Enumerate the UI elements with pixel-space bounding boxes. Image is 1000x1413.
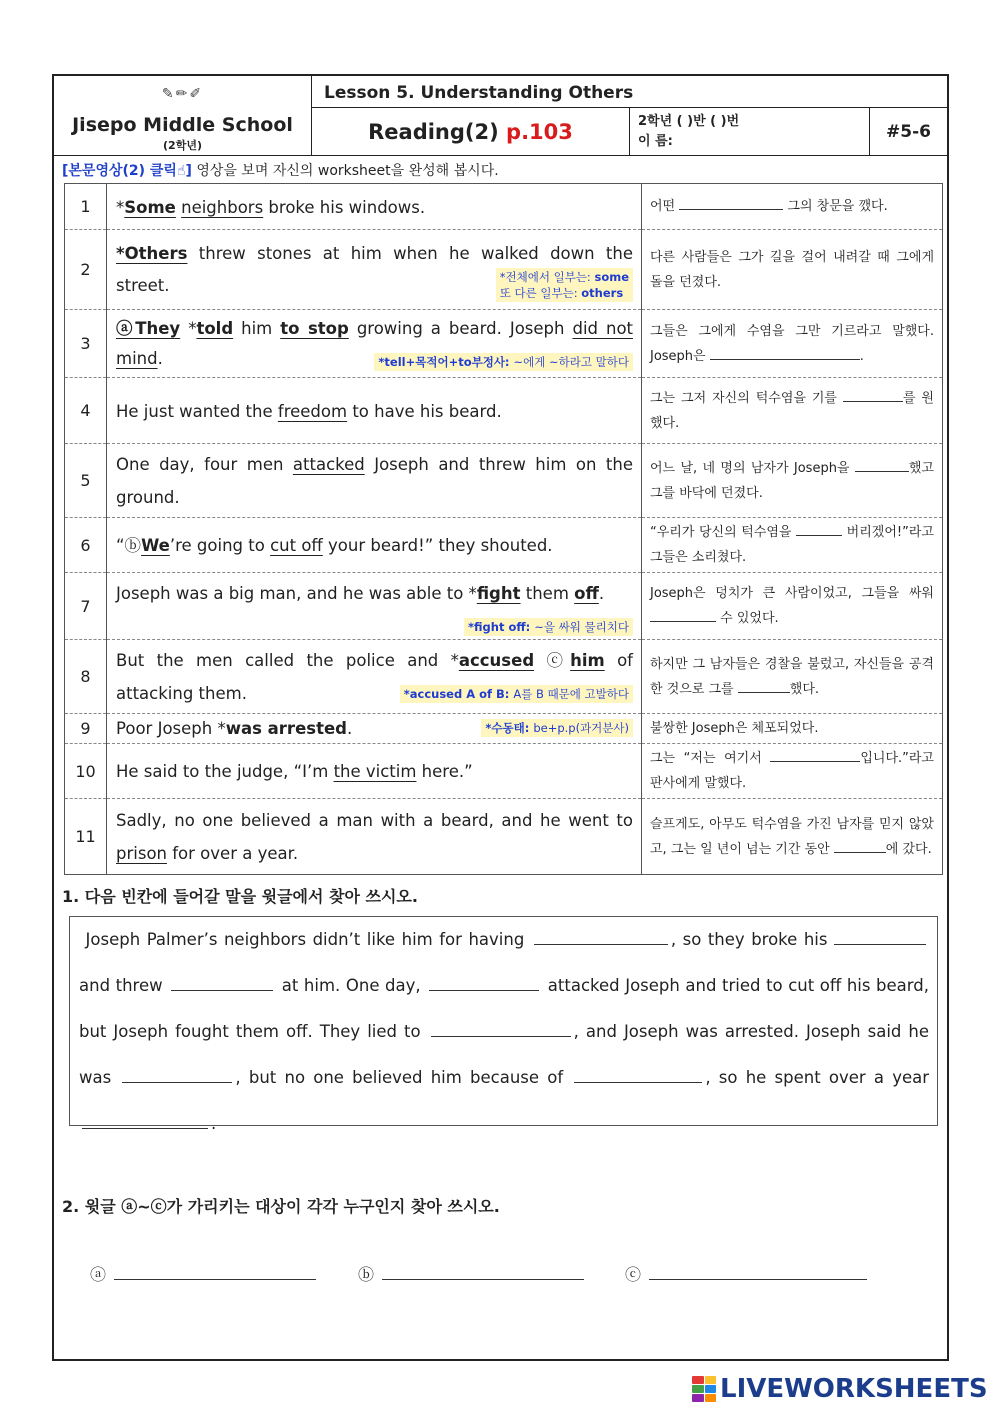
english-sentence: ⓐThey *told him to stop growing a beard. Joseph did not mind. *tell+목적어+to부정사: ~에게 ~하라고 말하다 — [107, 310, 642, 378]
grammar-note: *수동태: be+p.p(과거분사) — [481, 719, 633, 737]
grammar-note: *전체에서 일부는: some 또 다른 일부는: others — [496, 268, 633, 302]
table-row — [65, 799, 943, 875]
answer-a-input[interactable] — [114, 1262, 316, 1280]
blank-input[interactable] — [534, 927, 668, 945]
korean-translation: 슬프게도, 아무도 턱수염을 가진 남자를 믿지 않았고, 그는 일 년이 넘는 기간 동안 에 갔다. — [642, 799, 943, 875]
english-sentence: But the men called the police and *accused ⓒhim of attacking them. *accused A of B: A를 B 때문에 고발하다 — [107, 640, 642, 714]
table-row — [65, 744, 943, 799]
student-info — [630, 108, 870, 156]
row-number: 9 — [65, 714, 107, 744]
answer-c: ⓒ — [625, 1262, 867, 1285]
blank-input[interactable] — [574, 1065, 702, 1083]
row-number: 10 — [65, 744, 107, 799]
school-name: Jisepo Middle School — [72, 114, 293, 136]
grammar-note: *accused A of B: A를 B 때문에 고발하다 — [400, 685, 633, 703]
table-row — [65, 310, 943, 378]
answer-b: ⓑ — [358, 1262, 584, 1285]
blank-input[interactable] — [122, 1065, 232, 1083]
english-sentence: Sadly, no one believed a man with a beard, and he went to prison for over a year. — [107, 799, 642, 875]
blank-input[interactable] — [429, 973, 539, 991]
korean-translation: 그는 그저 자신의 턱수염을 기를 를 원했다. — [642, 378, 943, 444]
name-field: 이 름: — [638, 134, 673, 149]
blank-input[interactable] — [834, 837, 886, 853]
table-row — [65, 230, 943, 310]
answer-c-input[interactable] — [649, 1262, 867, 1280]
table-row — [65, 444, 943, 518]
blank-input[interactable] — [650, 606, 716, 622]
page-number: p.103 — [506, 120, 573, 144]
table-row — [65, 714, 943, 744]
video-link[interactable]: [본문영상(2) 클릭☝] — [62, 163, 192, 179]
row-number: 4 — [65, 378, 107, 444]
row-number: 3 — [65, 310, 107, 378]
blank-input[interactable] — [843, 386, 903, 402]
blank-input[interactable] — [82, 1111, 208, 1129]
logo-text: LIVEWORKSHEETS — [720, 1374, 988, 1404]
blank-input[interactable] — [710, 344, 860, 360]
answer-a: ⓐ — [90, 1262, 316, 1285]
korean-translation: 어느 날, 네 명의 남자가 Joseph을 했고 그를 바닥에 던졌다. — [642, 444, 943, 518]
korean-translation: 하지만 그 남자들은 경찰을 불렀고, 자신들을 공격한 것으로 그를 했다. — [642, 640, 943, 714]
english-sentence: Poor Joseph *was arrested. *수동태: be+p.p(과거분사) — [107, 714, 642, 744]
korean-translation: 다른 사람들은 그가 길을 걸어 내려갈 때 그에게 돌을 던졌다. — [642, 230, 943, 310]
table-row — [65, 518, 943, 573]
korean-translation: Joseph은 덩치가 큰 사람이었고, 그들을 싸워 수 있었다. — [642, 573, 943, 640]
row-number: 8 — [65, 640, 107, 714]
english-sentence: *Others threw stones at him when he walked down the street. *전체에서 일부는: some 또 다른 일부는: others — [107, 230, 642, 310]
english-sentence: *Some neighbors broke his windows. — [107, 184, 642, 230]
summary-box — [69, 916, 938, 1133]
worksheet-code: #5-6 — [886, 122, 931, 142]
worksheet-header — [54, 76, 947, 156]
blank-input[interactable] — [431, 1019, 571, 1037]
instruction — [62, 160, 499, 180]
class-number-field: 2학년 ( )반 ( )번 — [638, 114, 740, 129]
blank-input[interactable] — [679, 194, 783, 210]
korean-translation: 그들은 그에게 수염을 그만 기르라고 말했다. Joseph은 . — [642, 310, 943, 378]
row-number: 11 — [65, 799, 107, 875]
school-grade: (2학년) — [163, 139, 202, 152]
english-sentence: Joseph was a big man, and he was able to *fight them off. *fight off: ~을 싸워 물리치다 — [107, 573, 642, 640]
lesson-title: Lesson 5. Understanding Others — [312, 76, 947, 108]
blank-input[interactable] — [171, 973, 273, 991]
row-number: 7 — [65, 573, 107, 640]
liveworksheets-logo — [692, 1374, 988, 1404]
reading-label: Reading(2) — [368, 120, 499, 144]
english-sentence: One day, four men attacked Joseph and threw him on the ground. — [107, 444, 642, 518]
answer-b-input[interactable] — [382, 1262, 584, 1280]
row-number: 2 — [65, 230, 107, 310]
korean-translation: 그는 “저는 여기서 입니다.”라고 판사에게 말했다. — [642, 744, 943, 799]
blank-input[interactable] — [796, 520, 842, 536]
table-row — [65, 640, 943, 714]
school-cell — [54, 76, 312, 156]
korean-translation: “우리가 당신의 턱수염을 버리겠어!”라고 그들은 소리쳤다. — [642, 518, 943, 573]
blank-input[interactable] — [855, 456, 909, 472]
korean-translation: 어떤 그의 창문을 깼다. — [642, 184, 943, 230]
summary-text: Joseph Palmer’s neighbors didn’t like him for having , so they broke his and threw at him. One day, attacked Joseph and tried to cut off his beard, but Joseph fought them off. They lied to , and Joseph was arrested. Joseph said he was , but no one believed him because of , so he spent over a year . — [79, 917, 929, 1147]
english-sentence: He said to the judge, “I’m the victim here.” — [107, 744, 642, 799]
pencil-icons: ✎✏✐ — [161, 86, 204, 102]
reading-table — [64, 183, 943, 875]
question-2-title: 2. 윗글 ⓐ~ⓒ가 가리키는 대상이 각각 누구인지 찾아 쓰시오. — [62, 1197, 500, 1216]
row-number: 1 — [65, 184, 107, 230]
question-1-title: 1. 다음 빈칸에 들어갈 말을 윗글에서 찾아 쓰시오. — [62, 887, 418, 906]
blank-input[interactable] — [834, 927, 926, 945]
grammar-note: *tell+목적어+to부정사: ~에게 ~하라고 말하다 — [374, 353, 633, 371]
blank-input[interactable] — [770, 746, 860, 762]
answer-row — [90, 1262, 890, 1292]
worksheet-frame — [52, 74, 949, 1361]
table-row — [65, 184, 943, 230]
table-row — [65, 573, 943, 640]
logo-mark-icon — [692, 1376, 716, 1402]
row-number: 5 — [65, 444, 107, 518]
english-sentence: He just wanted the freedom to have his beard. — [107, 378, 642, 444]
reading-title — [312, 108, 630, 156]
grammar-note: *fight off: ~을 싸워 물리치다 — [464, 618, 633, 636]
table-row — [65, 378, 943, 444]
instruction-text: 영상을 보며 자신의 worksheet을 완성해 봅시다. — [196, 163, 499, 179]
row-number: 6 — [65, 518, 107, 573]
blank-input[interactable] — [738, 677, 790, 693]
korean-translation: 불쌍한 Joseph은 체포되었다. — [642, 714, 943, 744]
english-sentence: “ⓑWe’re going to cut off your beard!” they shouted. — [107, 518, 642, 573]
